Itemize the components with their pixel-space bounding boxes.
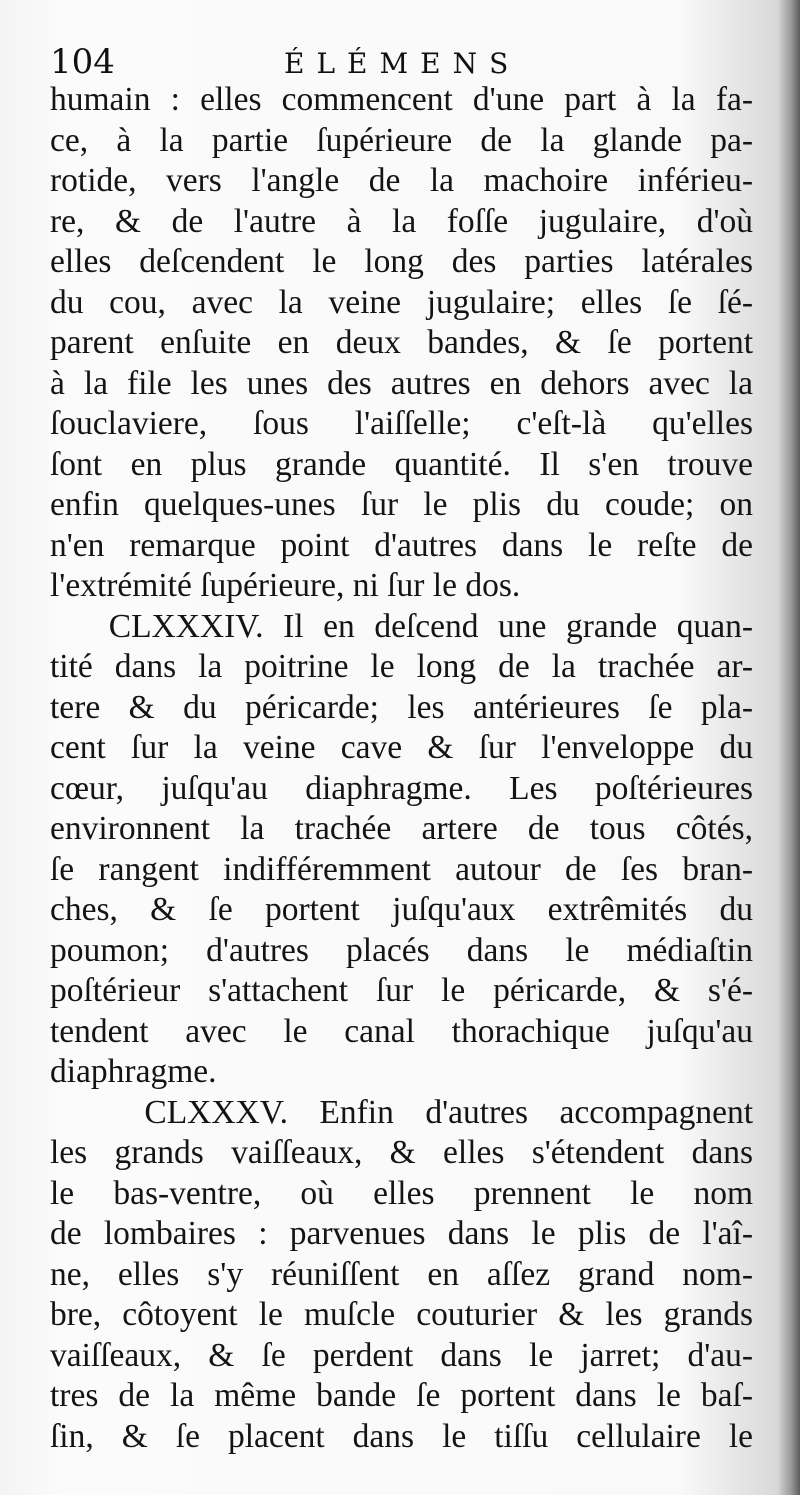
- text-line: tendent avec le canal thorachique juſqu'au: [50, 1012, 753, 1050]
- text-line: à la file les unes des autres en dehors avec la: [50, 364, 753, 402]
- text-line: tité dans la poitrine le long de la trachée ar-: [50, 648, 753, 685]
- text-line: l'extrémité ſupérieure, ni ſur le dos.: [50, 567, 521, 604]
- text-line: diaphragme.: [50, 1053, 217, 1090]
- page-edge-shadow: [778, 0, 800, 1495]
- text-line: ne, elles s'y réuniſſent en aſſez grand nom-: [50, 1255, 753, 1293]
- page-number: 104: [50, 42, 115, 82]
- section-start-line: CLXXXIV. Il en deſcend une grande quan-: [50, 607, 753, 645]
- text-line: n'en remarque point d'autres dans le reſte de: [50, 526, 753, 564]
- text-line: le bas-ventre, où elles prennent le nom: [50, 1174, 753, 1212]
- text-line: bre, côtoyent le muſcle couturier & les grands: [50, 1296, 753, 1333]
- text-line: du cou, avec la veine jugulaire; elles ſe ſé-: [50, 283, 753, 321]
- text-line: de lombaires : parvenues dans le plis de l'aî-: [50, 1215, 753, 1252]
- text-line: ches, & ſe portent juſqu'aux extrêmités du: [50, 891, 753, 928]
- text-line: environnent la trachée artere de tous côtés,: [50, 810, 753, 847]
- text-line: humain : elles commencent d'une part à la fa-: [50, 81, 753, 118]
- text-line: ſont en plus grande quantité. Il s'en trouve: [50, 445, 753, 483]
- text-line: tres de la même bande ſe portent dans le baſ-: [50, 1377, 753, 1414]
- text-line: elles deſcendent le long des parties latérales: [50, 243, 753, 280]
- text-line: enfin quelques-unes ſur le plis du coude; on: [50, 486, 753, 523]
- text-line: parent enſuite en deux bandes, & ſe portent: [50, 324, 753, 361]
- text-line: ſin, & ſe placent dans le tiſſu cellulaire le: [50, 1417, 753, 1455]
- text-line: re, & de l'autre à la foſſe jugulaire, d'où: [50, 202, 753, 240]
- text-line: ſe rangent indifféremment autour de ſes bran-: [50, 850, 753, 888]
- body-text: [50, 80, 753, 1457]
- text-line: tere & du péricarde; les antérieures ſe pla-: [50, 688, 753, 726]
- text-line: poumon; d'autres placés dans le médiaſtin: [50, 931, 753, 969]
- text-line: cœur, juſqu'au diaphragme. Les poſtérieures: [50, 769, 753, 807]
- section-start-line: CLXXXV. Enfin d'autres accompagnent: [50, 1093, 753, 1131]
- text-line: cent ſur la veine cave & ſur l'enveloppe du: [50, 729, 753, 766]
- text-line: ſouclaviere, ſous l'aiſſelle; c'eſt-là qu'elles: [50, 405, 753, 442]
- text-line: vaiſſeaux, & ſe perdent dans le jarret; d'au-: [50, 1336, 753, 1374]
- running-head: ÉLÉMENS: [284, 47, 521, 80]
- text-line: poſtérieur s'attachent ſur le péricarde, & s'é-: [50, 972, 753, 1009]
- text-line: rotide, vers l'angle de la machoire inférieu-: [50, 162, 753, 199]
- text-line: les grands vaiſſeaux, & elles s'étendent dans: [50, 1134, 753, 1171]
- text-line: ce, à la partie ſupérieure de la glande pa-: [50, 121, 753, 159]
